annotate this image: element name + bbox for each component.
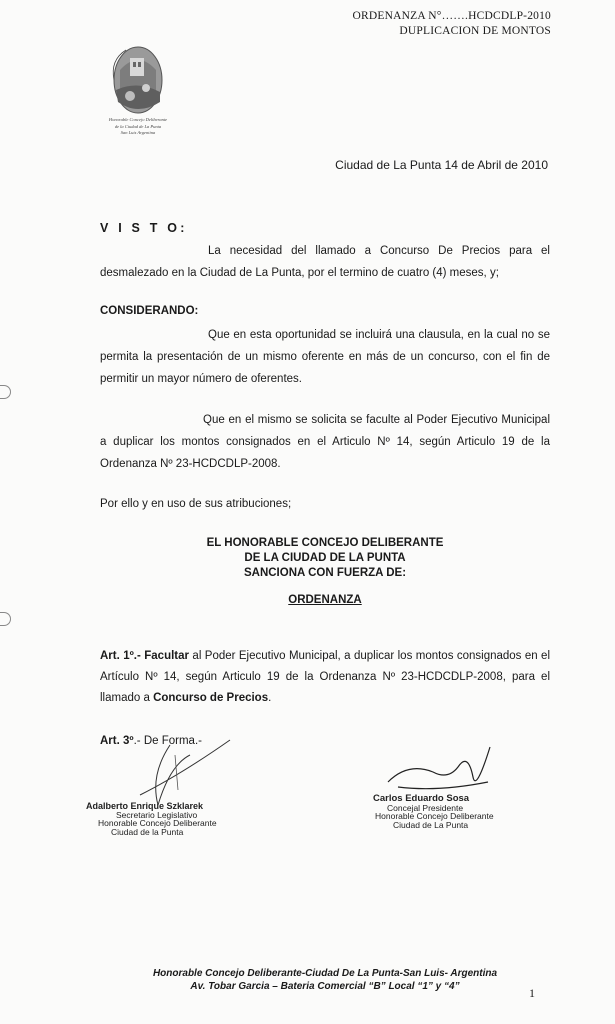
- visto-heading: V I S T O:: [100, 221, 188, 235]
- right-signature-stamp: Carlos Eduardo Sosa Concejal Presidente Honorable Concejo Deliberante Ciudad de La Punta: [373, 793, 494, 830]
- sanciona-block: EL HONORABLE CONCEJO DELIBERANTE DE LA CIUDAD DE LA PUNTA SANCIONA CON FUERZA DE:: [206, 537, 444, 579]
- page-footer: Honorable Concejo Deliberante-Ciudad De La Punta-San Luis- Argentina Av. Tobar Garcia – Bateria Comercial “B” Local “1” y “4”: [152, 968, 498, 992]
- page-number: 1: [529, 986, 535, 1000]
- considerando-paragraph-2: Que en el mismo se solicita se faculte al Poder Ejecutivo Municipal a duplicar los montos consignados en el Articulo Nº 14, según Articulo 19 de la Ordenanza Nº 23-HCDCDLP-2008.: [100, 414, 550, 470]
- article-3-label: Art. 3º: [100, 735, 134, 747]
- visto-paragraph: La necesidad del llamado a Concurso De Precios para el desmalezado en la Ciudad de La Punta, por el termino de cuatro (4) meses, y;: [100, 245, 550, 279]
- council-emblem-icon: [100, 40, 180, 120]
- document-reference: [353, 9, 551, 39]
- article-1: Art. 1º.- Facultar al Poder Ejecutivo Municipal, a duplicar los montos consignados en el Artículo Nº 14, según Articulo 19 de la Ordenanza Nº 23-HCDCDLP-2008, para el llamado a Concurso de Precios.: [100, 650, 550, 704]
- article-1-label: Art. 1º.-: [100, 650, 141, 662]
- ordenanza-title: ORDENANZA: [288, 594, 362, 606]
- punch-hole: [0, 385, 11, 399]
- left-signature-stamp: Adalberto Enrique Szklarek Secretario Legislativo Honorable Concejo Deliberante Ciudad de la Punta: [86, 801, 217, 837]
- article-1-verb: Facultar: [144, 650, 190, 662]
- article-3: Art. 3º.- De Forma.-: [100, 735, 202, 747]
- ordinance-number: ORDENANZA N°…….HCDCDLP-2010: [352, 10, 551, 22]
- punch-hole: [0, 612, 11, 626]
- considerando-heading: CONSIDERANDO:: [100, 305, 199, 317]
- document-date: Ciudad de La Punta 14 de Abril de 2010: [335, 158, 548, 172]
- por-ello-text: Por ello y en uso de sus atribuciones;: [100, 498, 292, 510]
- considerando-paragraph-1: Que en esta oportunidad se incluirá una clausula, en la cual no se permita la presentación de un mismo oferente en más de un concurso, con el fin de permitir un mayor número de oferentes.: [100, 329, 550, 385]
- logo-caption: Honorable Concejo Deliberante de la Ciudad de La Punta San Luis Argentina: [108, 117, 168, 135]
- ordinance-subject: DUPLICACION DE MONTOS: [399, 25, 551, 37]
